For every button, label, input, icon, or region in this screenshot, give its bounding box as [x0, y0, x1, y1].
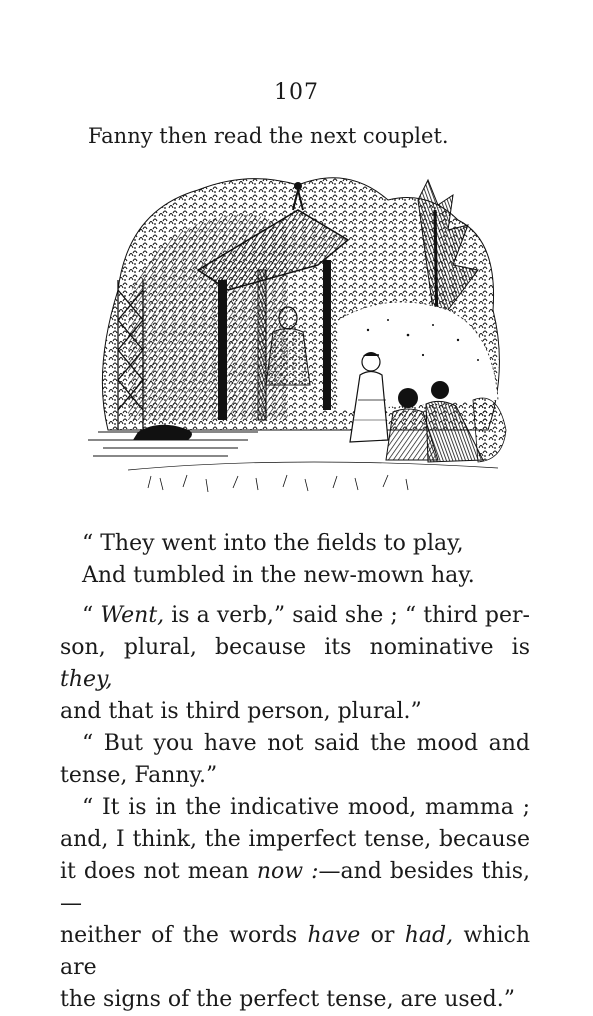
- text-line: [60, 792, 530, 824]
- text-run: “ But you have not said the mood and: [82, 731, 530, 756]
- verse-line-2: And tumbled in the new-mown hay.: [82, 563, 475, 588]
- text-line: [60, 824, 530, 856]
- paragraph-3: [60, 792, 530, 1016]
- text-run: or: [360, 923, 405, 948]
- italic-word: they,: [60, 667, 113, 692]
- text-line: [60, 600, 530, 632]
- italic-word: have: [307, 923, 361, 948]
- text-line: [60, 920, 530, 984]
- text-line: [60, 760, 530, 792]
- dialogue-text: [60, 600, 530, 1016]
- text-run: the signs of the perfect tense, are used.”: [60, 987, 515, 1012]
- text-run: it does not mean: [60, 859, 257, 884]
- engraving-garden-arbor-children-icon: [88, 170, 508, 505]
- text-run: —and besides this,—: [60, 859, 530, 916]
- text-run: “ It is in the indicative mood, mamma ;: [82, 795, 530, 820]
- text-line: [60, 984, 530, 1016]
- text-line: [60, 856, 530, 920]
- text-run: tense, Fanny.”: [60, 763, 218, 788]
- text-run: and, I think, the imperfect tense, because: [60, 827, 530, 852]
- verse-line-1: “ They went into the fields to play,: [82, 531, 464, 556]
- text-line: [60, 728, 530, 760]
- page-number: 107: [274, 80, 319, 105]
- text-line: [60, 632, 530, 696]
- verse-couplet: [82, 528, 552, 592]
- italic-word: had,: [404, 923, 454, 948]
- text-line: [60, 696, 530, 728]
- italic-word: Went,: [100, 603, 165, 628]
- text-run: son, plural, because its nominative is: [60, 635, 530, 660]
- paragraph-1: [60, 600, 530, 728]
- text-run: neither of the words: [60, 923, 308, 948]
- paragraph-2: [60, 728, 530, 792]
- intro-line: Fanny then read the next couplet.: [88, 124, 449, 148]
- text-run: “: [82, 603, 101, 628]
- italic-word: now :: [256, 859, 319, 884]
- text-run: which are: [60, 923, 530, 980]
- text-run: and that is third person, plural.”: [60, 699, 422, 724]
- text-run: is a verb,” said she ; “ third per-: [164, 603, 530, 628]
